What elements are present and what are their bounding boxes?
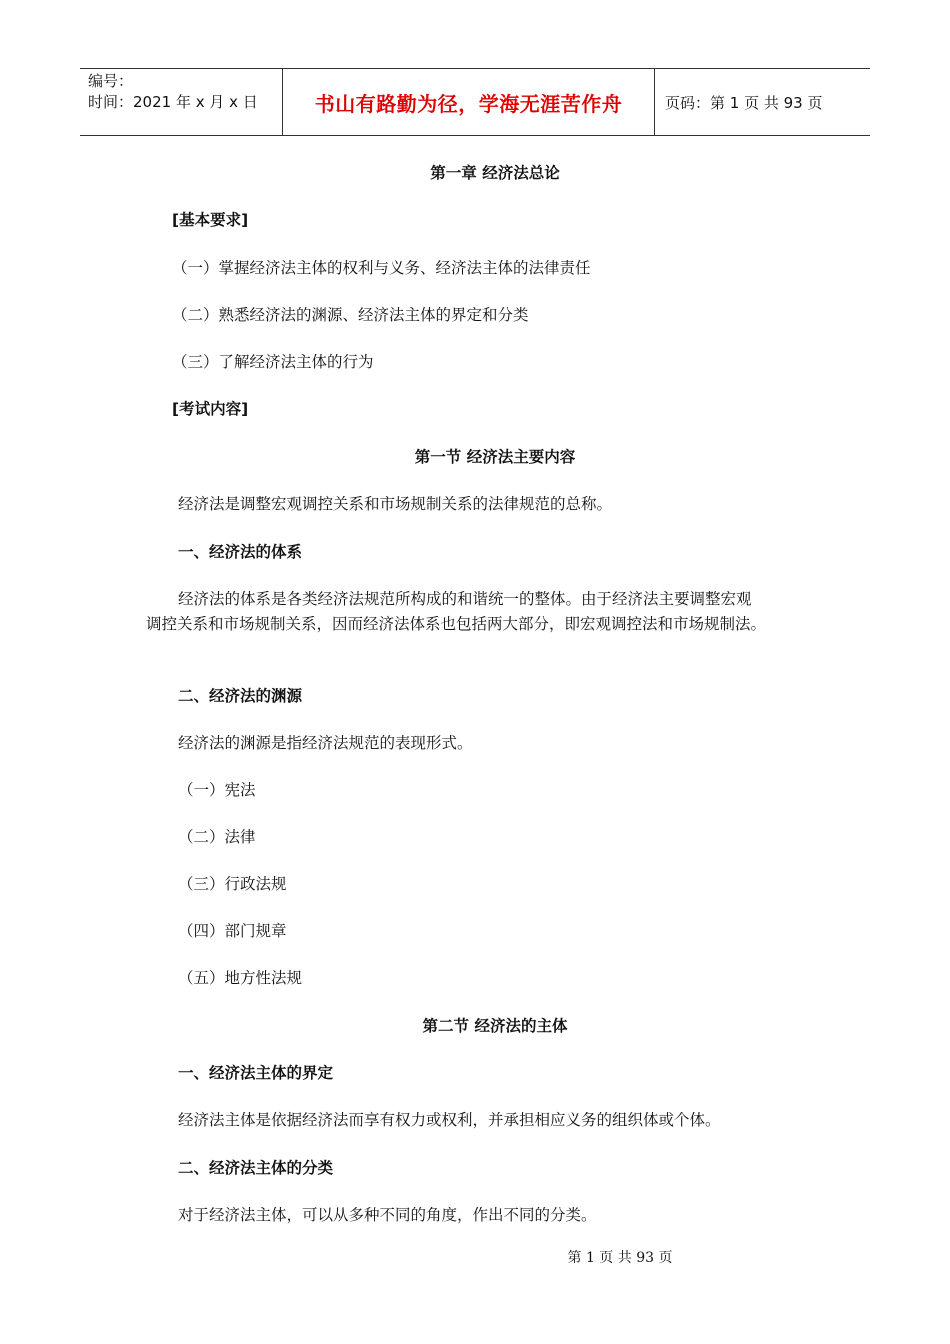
source-item: （三）行政法规 — [178, 875, 287, 893]
subheading: 二、经济法主体的分类 — [178, 1159, 334, 1177]
source-item: （二）法律 — [178, 828, 256, 846]
subheading: 一、经济法的体系 — [178, 543, 303, 561]
source-item: （五）地方性法规 — [178, 969, 303, 987]
paragraph: 经济法是调整宏观调控关系和市场规制关系的法律规范的总称。 — [178, 495, 613, 513]
motto: 书山有路勤为径，学海无涯苦作舟 — [314, 91, 623, 116]
page-footer: 第 1 页 共 93 页 — [567, 1250, 673, 1266]
paragraph: 经济法的体系是各类经济法规范所构成的和谐统一的整体。由于经济法主要调整宏观 — [178, 590, 752, 608]
exam-content-heading: [考试内容] — [172, 400, 249, 418]
basic-requirements-heading: [基本要求] — [172, 211, 249, 229]
section-title: 第二节 经济法的主体 — [422, 1017, 568, 1035]
time-label: 时间：2021 年 x 月 x 日 — [88, 93, 258, 111]
header-page-cell — [655, 69, 870, 135]
header-meta — [80, 69, 282, 135]
header-motto-cell — [282, 69, 655, 135]
requirement-item: （一）掌握经济法主体的权利与义务、经济法主体的法律责任 — [172, 259, 591, 277]
requirement-item: （二）熟悉经济法的渊源、经济法主体的界定和分类 — [172, 306, 529, 324]
chapter-title: 第一章 经济法总论 — [430, 164, 560, 182]
paragraph-continued: 调控关系和市场规制关系，因而经济法体系也包括两大部分，即宏观调控法和市场规制法。 — [146, 615, 767, 633]
source-item: （一）宪法 — [178, 781, 256, 799]
serial-label: 编号： — [88, 72, 134, 90]
paragraph: 经济法的渊源是指经济法规范的表现形式。 — [178, 734, 473, 752]
requirement-item: （三）了解经济法主体的行为 — [172, 353, 374, 371]
subheading: 一、经济法主体的界定 — [178, 1064, 334, 1082]
document-header — [80, 68, 870, 136]
page-info: 页码：第 1 页 共 93 页 — [665, 93, 823, 112]
paragraph: 对于经济法主体，可以从多种不同的角度，作出不同的分类。 — [178, 1206, 597, 1224]
subheading: 二、经济法的渊源 — [178, 687, 303, 705]
source-item: （四）部门规章 — [178, 922, 287, 940]
section-title: 第一节 经济法主要内容 — [414, 448, 576, 466]
paragraph: 经济法主体是依据经济法而享有权力或权利，并承担相应义务的组织体或个体。 — [178, 1111, 721, 1129]
